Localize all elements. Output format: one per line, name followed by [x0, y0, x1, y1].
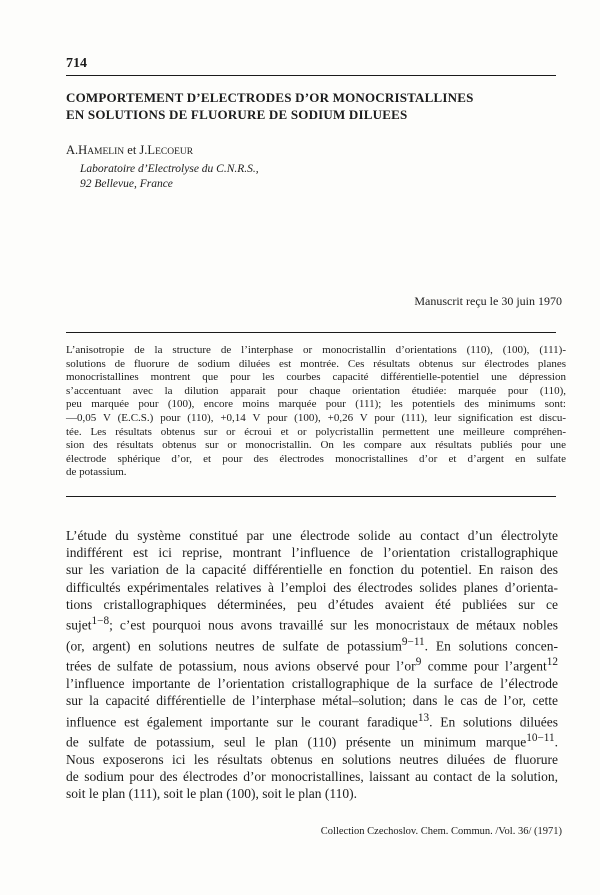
- reference-superscript: 9: [415, 656, 422, 669]
- author-1-rest: AMELIN: [87, 147, 125, 157]
- body-line: [66, 654, 558, 675]
- abstract-line: de potassium.: [66, 466, 127, 479]
- abstract-line: électrode sphérique d’or, et pour des électrodes monocristallines d’or et d’argent en sulfate: [66, 452, 566, 465]
- body-line: [66, 710, 558, 731]
- reference-superscript: 12: [546, 656, 558, 669]
- body-paragraph: [66, 527, 558, 803]
- author-2-cap: L: [147, 143, 156, 157]
- body-text-run: .: [554, 734, 558, 750]
- reference-superscript: 9−11: [401, 635, 425, 648]
- body-text-run: trées de sulfate de potassium, nous avions observé pour l’or: [66, 658, 416, 674]
- body-line: difficultés expérimentales relatives à l’emploi des électrodes solides planes d’orienta-: [66, 579, 558, 595]
- body-line: sur les variation de la capacité différentielle en fonction du potentiel. En raison des: [66, 562, 558, 578]
- body-line: [66, 634, 558, 655]
- body-text-run: (or, argent) en solutions neutres de sulfate de potassium: [66, 638, 402, 654]
- article-title: [66, 89, 566, 123]
- abstract-line: sion des résultats obtenus sur or monocristallin. On les compare aux résultats publiés pour une: [66, 439, 566, 452]
- received-date: Manuscrit reçu le 30 juin 1970: [414, 294, 562, 308]
- body-line: L’étude du système constitué par une électrode solide au contact d’un électrolyte: [66, 528, 558, 543]
- body-text-run: . En solutions diluées: [429, 714, 558, 730]
- body-line: [66, 613, 558, 634]
- affiliation: [80, 162, 259, 192]
- body-text-run: ; c’est pourquoi nous avons travaillé sur les monocristaux de métaux nobles: [109, 617, 558, 633]
- body-line: soit le plan (111), soit le plan (100), soit le plan (110).: [66, 786, 357, 802]
- page-number: 714: [66, 56, 87, 71]
- abstract-line: —0,05 V (E.C.S.) pour (110), +0,14 V pour (100), +0,26 V pour (111), leur signification est discu-: [66, 411, 566, 424]
- abstract-line: peu marquée pour (100), encore moins marquée pour (111); les potentiels des minimums sont:: [66, 398, 566, 411]
- header-rule: [66, 75, 556, 76]
- body-line: l’influence importante de l’orientation cristallographique de la surface de l’électrode: [66, 676, 558, 692]
- authors-and: et: [124, 143, 140, 157]
- body-line: [66, 730, 558, 751]
- body-line: de sodium pour des électrodes d’or monocristallines, laissant au contact de la solution,: [66, 769, 558, 785]
- abstract-top-rule: [66, 332, 556, 333]
- reference-superscript: 13: [417, 711, 430, 724]
- body-line: indifférent est ici reprise, montrant l’influence de l’orientation cristallographique: [66, 545, 558, 561]
- abstract: [66, 344, 566, 480]
- abstract-line: s’accentuant avec la dilution apparait pour chaque orientation étudiée: marquée pour (110),: [66, 384, 566, 397]
- body-line: Nous exposerons ici les résultats obtenus en solutions neutres diluées de fluorure: [66, 751, 558, 767]
- abstract-line: L’anisotropie de la structure de l’interphase or monocristallin d’orientations (110), (100), (111)-: [66, 344, 566, 356]
- body-text-run: comme pour l’argent: [421, 658, 547, 674]
- affiliation-line-2: 92 Bellevue, France: [80, 178, 173, 190]
- affiliation-line-1: Laboratoire d’Electrolyse du C.N.R.S.,: [80, 163, 259, 175]
- body-line: sur la capacité différentielle de l’interphase métal–solution; dans le cas de l’or, cette: [66, 693, 558, 709]
- journal-footer: Collection Czechoslov. Chem. Commun. /Vol. 36/ (1971): [320, 826, 562, 837]
- body-text-run: . En solutions concen-: [424, 638, 558, 654]
- reference-superscript: 10−11: [526, 732, 555, 745]
- body-text-run: sujet: [66, 617, 92, 633]
- body-text-run: influence est également importante sur le courant faradique: [66, 714, 418, 730]
- abstract-line: monocristallines montrent que pour les courbes capacité différentielle-potentiel une dépression: [66, 371, 566, 384]
- title-line-1: COMPORTEMENT D’ELECTRODES D’OR MONOCRISTALLINES: [66, 90, 474, 105]
- title-line-2: EN SOLUTIONS DE FLUORURE DE SODIUM DILUEES: [66, 107, 408, 122]
- author-1-initial: A.: [66, 143, 79, 157]
- author-1-cap: H: [78, 143, 88, 157]
- body-text-run: de sulfate de potassium, seul le plan (110) présente un minimum marque: [66, 734, 527, 750]
- reference-superscript: 1−8: [91, 615, 110, 628]
- author-2-rest: ECOEUR: [155, 147, 194, 157]
- abstract-bottom-rule: [66, 496, 556, 497]
- body-line: tions cristallographiques déterminées, peu d’études avaient été publiées sur ce: [66, 596, 558, 612]
- author-2-initial: J.: [139, 143, 148, 157]
- abstract-line: tée. Les résultats obtenus sur or écroui et or polycristallin permettent une meilleure compréhen-: [66, 425, 566, 438]
- abstract-line: solutions de fluorure de sodium diluées est montrée. Ces résultats obtenus sur électrodes planes: [66, 357, 566, 370]
- authors: [66, 143, 193, 158]
